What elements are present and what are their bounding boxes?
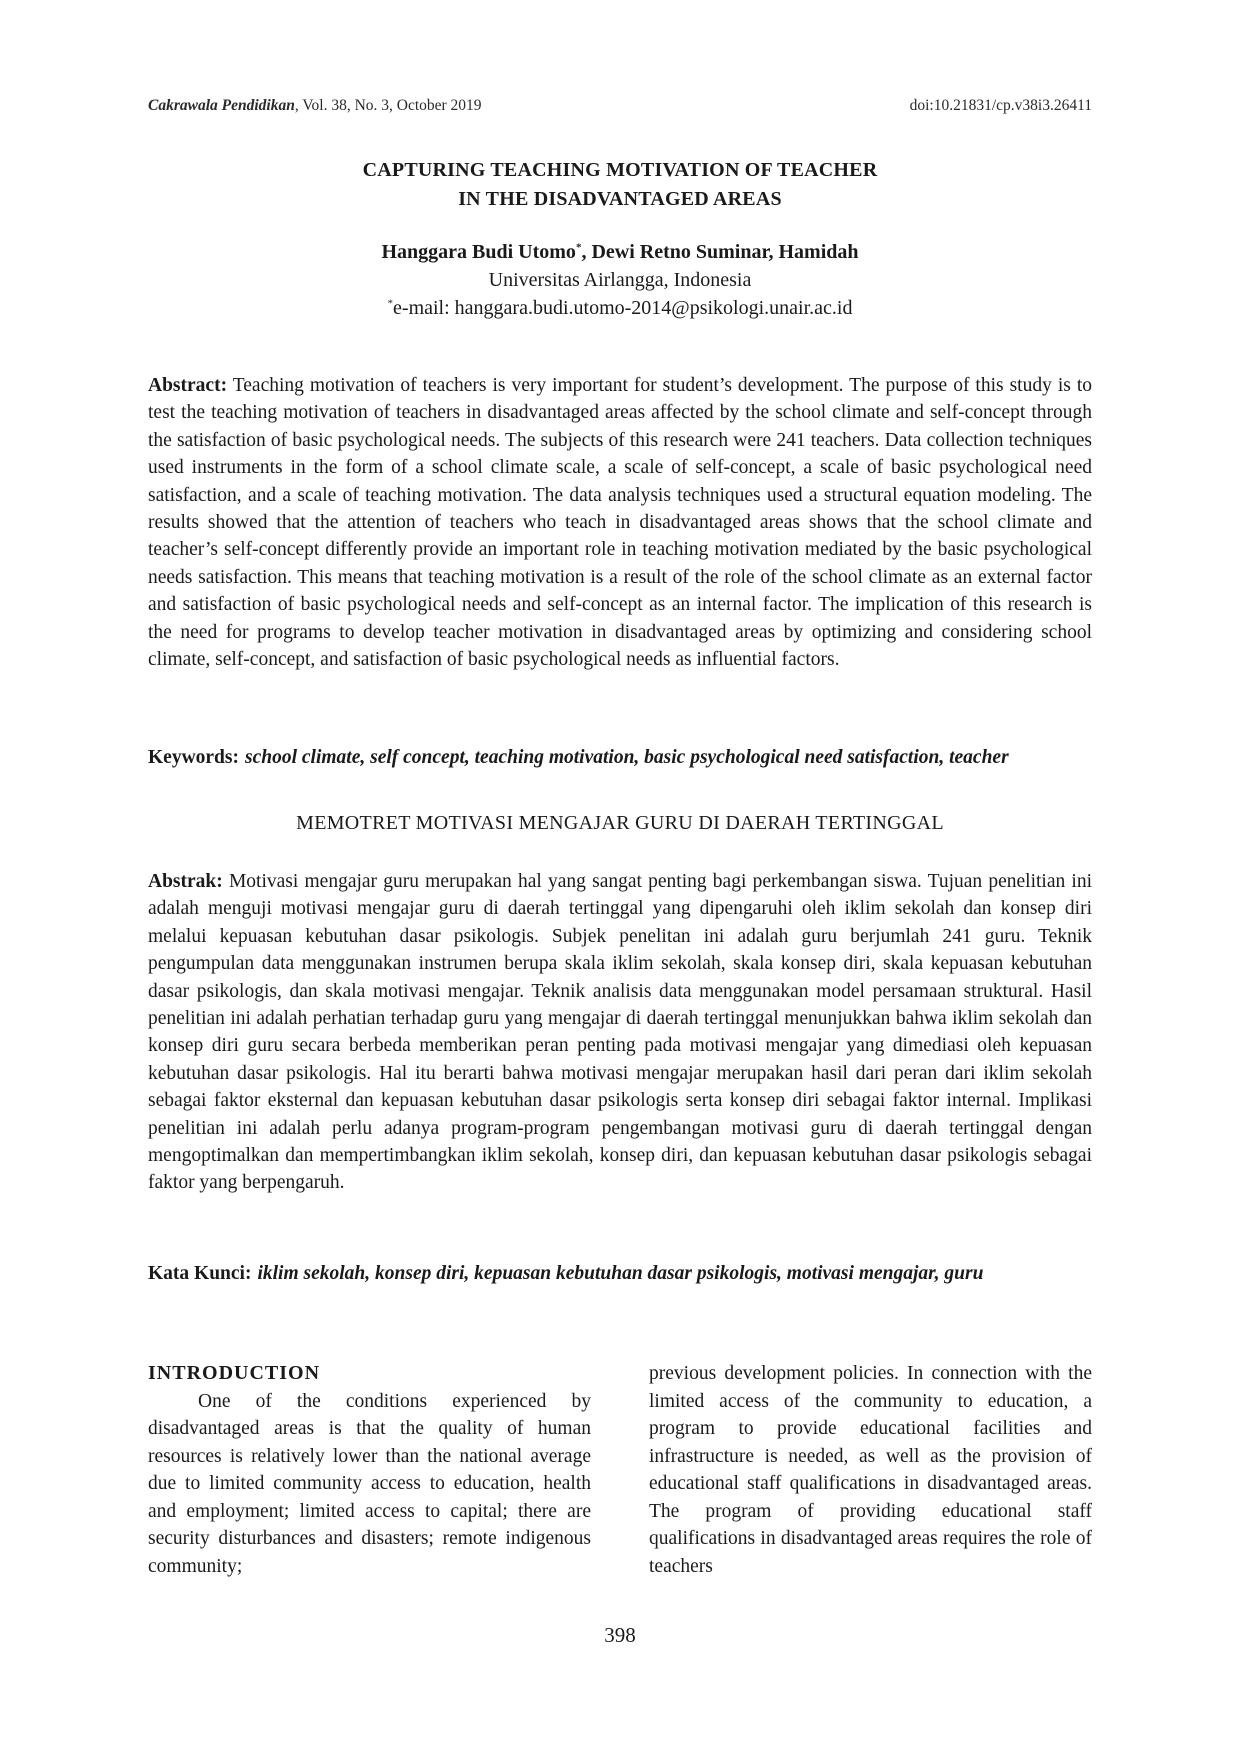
title-line-2: IN THE DISADVANTAGED AREAS [458, 188, 782, 210]
journal-name: Cakrawala Pendidikan [148, 97, 295, 114]
email-mark: * [387, 297, 394, 310]
email-line [148, 294, 1092, 322]
abstract-label: Abstract: [148, 375, 228, 396]
affiliation: Universitas Airlangga, Indonesia [488, 269, 752, 291]
introduction-heading: INTRODUCTION [148, 1362, 321, 1384]
keywords-label: Keywords: [148, 747, 239, 768]
abstrak-text: Motivasi mengajar guru merupakan hal yang sangat penting bagi perkembangan siswa. Tujuan penelitian ini adalah menguji motivasi mengajar guru di daerah tertinggal yang dipengaruhi oleh iklim sekolah dan konsep diri melalui kepuasan kebutuhan dasar psikologis. Subjek penelitan ini adalah guru berjumlah 241 guru. Teknik pengumpulan data menggunakan instrumen berupa skala iklim sekolah, skala konsep diri, skala kepuasan kebutuhan dasar psikologis, dan skala motivasi mengajar. Teknik analisis data menggunakan model persamaan struktural. Hasil penelitian ini adalah perhatian terhadap guru yang mengajar di daerah tertinggal menunjukkan bahwa iklim sekolah dan konsep diri guru secara berbeda memberikan peran penting pada motivasi mengajar yang dimediasi oleh kepuasan kebutuhan dasar psikologis. Hal itu berarti bahwa motivasi mengajar merupakan hasil dari peran dari iklim sekolah sebagai faktor eksternal dan kepuasan kebutuhan dasar psikologis serta konsep diri sebagai faktor internal. Implikasi penelitian ini adalah perlu adanya program-program pengembangan motivasi guru di daerah tertinggal dengan mengoptimalkan dan mempertimbangkan iklim sekolah, konsep diri, dan kepuasan kebutuhan dasar psikologis sebagai faktor yang berpengaruh. [148, 871, 1093, 1194]
introduction-paragraph-continued: previous development policies. In connection with the limited access of the community to education, a program to provide educational facilities and infrastructure is needed, as well as the provision of educational staff qualifications in disadvantaged areas. The program of providing educational staff qualifications in disadvantaged areas requires the role of teachers [649, 1363, 1092, 1577]
abstrak-label: Abstrak: [148, 871, 223, 892]
title-indonesian: MEMOTRET MOTIVASI MENGAJAR GURU DI DAERAH TERTINGGAL [296, 812, 944, 834]
introduction-paragraph: One of the conditions experienced by disadvantaged areas is that the quality of human resources is relatively lower than the national average due to limited community access to education, health and employment; limited access to capital; there are security disturbances and disasters; remote indigenous community; [148, 1390, 591, 1577]
authors [148, 238, 1092, 266]
kata-kunci-text: iklim sekolah, konsep diri, kepuasan kebutuhan dasar psikologis, motivasi mengajar, guru [257, 1263, 984, 1284]
keywords-text: school climate, self concept, teaching motivation, basic psychological need satisfaction, teacher [245, 747, 1009, 768]
email-text[interactable]: e-mail: hanggara.budi.utomo-2014@psikologi.unair.ac.id [393, 297, 853, 319]
volume-info: , Vol. 38, No. 3, October 2019 [294, 97, 482, 114]
column-left [148, 1360, 591, 1580]
corresponding-mark: * [575, 241, 582, 254]
kata-kunci-label: Kata Kunci: [148, 1263, 252, 1284]
body-columns [148, 1360, 1092, 1580]
title-line-1: CAPTURING TEACHING MOTIVATION OF TEACHER [362, 159, 878, 181]
doi[interactable]: doi:10.21831/cp.v38i3.26411 [909, 97, 1092, 114]
running-head [148, 97, 1092, 115]
paper-title [148, 156, 1092, 214]
other-authors: , Dewi Retno Suminar, Hamidah [581, 241, 859, 263]
column-right [649, 1360, 1092, 1580]
keywords-en [148, 744, 1092, 771]
keywords-id [148, 1260, 1092, 1287]
abstract-text: Teaching motivation of teachers is very important for student’s development. The purpose of this study is to test the teaching motivation of teachers in disadvantaged areas affected by the school climate and self-concept through the satisfaction of basic psychological needs. The subjects of this research were 241 teachers. Data collection techniques used instruments in the form of a school climate scale, a scale of self-concept, a scale of basic psychological need satisfaction, and a scale of teaching motivation. The data analysis techniques used a structural equation modeling. The results showed that the attention of teachers who teach in disadvantaged areas shows that the school climate and teacher’s self-concept differently provide an important role in teaching motivation mediated by the basic psychological needs satisfaction. This means that teaching motivation is a result of the role of the school climate as an external factor and satisfaction of basic psychological needs and self-concept as an internal factor. The implication of this research is the need for programs to develop teacher motivation in disadvantaged areas by optimizing and considering school climate, self-concept, and satisfaction of basic psychological needs as influential factors. [148, 375, 1092, 671]
page-number: 398 [604, 1623, 636, 1647]
first-author: Hanggara Budi Utomo [381, 241, 576, 263]
abstract-id [148, 868, 1092, 1197]
abstract-en [148, 372, 1092, 673]
journal-citation [148, 97, 482, 115]
